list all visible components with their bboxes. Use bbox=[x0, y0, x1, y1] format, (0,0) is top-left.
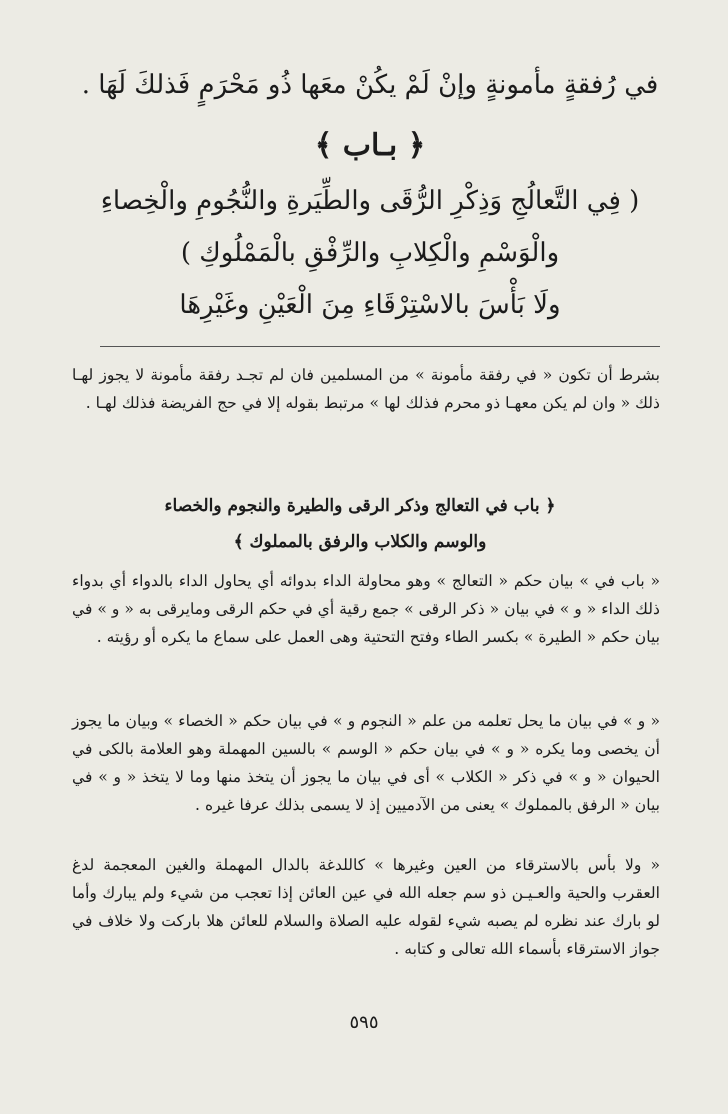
chapter-title: ﴿ بـاب ﴾ bbox=[314, 128, 426, 163]
sub-heading-line-2: والوسم والكلاب والرفق بالمملوك ﴾ bbox=[233, 532, 487, 552]
commentary-block-2 bbox=[72, 568, 660, 652]
main-text-line-1: في رُفقةٍ مأمونةٍ وإنْ لَمْ يكُنْ معَها ذُو مَحْرَمٍ فَذلكَ لَهَا . bbox=[81, 70, 659, 100]
commentary-block-1 bbox=[72, 362, 660, 472]
divider-rule bbox=[100, 346, 660, 347]
commentary-paragraph-3: « و » في بيان ما يحل تعلمه من علم « النجوم و » في بيان حكم « الخصاء » وبيان ما يجوز أن يخصى وما يكره « و » في بيان حكم « الوسم » بالسين المهملة وهو العلامة بالكى في الحيوان « و » في ذكر « الكلاب » أى في بيان ما يجوز أن يتخذ منها وما لا يتخذ « و » في بيان « الرفق بالمملوك » يعنى من الآدميين إذ لا يسمى بذلك عرفا غيره . bbox=[72, 712, 660, 814]
main-text-line-3: ( فِي التَّعالُجِ وَذِكْرِ الرُّقَى والطِّيَرةِ والنُّجُومِ والْخِصاءِ bbox=[100, 186, 640, 216]
main-text-line-4: والْوَسْمِ والْكِلابِ والرِّفْقِ بالْمَمْلُوكِ ) bbox=[180, 238, 560, 268]
commentary-paragraph-4: « ولا بأس بالاسترقاء من العين وغيرها » كاللدغة بالدال المهملة والغين المعجمة لدغ العقرب والحية والعـيـن ذو سم جعله الله في عين العائن إذا تعجب من شيء ولم يبارك وأما لو بارك عند نظره لم يصبه شيء لقوله عليه الصلاة والسلام للعائن هلا باركت ولا خلاف في جواز الاسترقاء بأسماء الله تعالى و كتابه . bbox=[72, 856, 660, 958]
sub-heading-line-1: ﴿ باب في التعالج وذكر الرقى والطيرة والنجوم والخصاء bbox=[164, 496, 556, 516]
commentary-paragraph-2: « باب في » بيان حكم « التعالج » وهو محاولة الداء بدوائه أي يحاول الداء بالدواء أي بدواء ذلك الداء « و » في بيان « ذكر الرقى » جمع رقية أي في حكم الرقى ومايرقى به « و » في بيان حكم « الطيرة » بكسر الطاء وفتح التحتية وهى العمل على سماع ما يكره أو رؤيته . bbox=[72, 572, 660, 646]
sub-heading bbox=[80, 488, 640, 560]
commentary-block-4 bbox=[72, 852, 660, 964]
commentary-paragraph-1: بشرط أن تكون « في رفقة مأمونة » من المسلمين فان لم تجـد رفقة مأمونة لا يجوز لهـا ذلك « وان لم يكن معهـا ذو محرم فذلك لها » مرتبط بقوله إلا في حج الفريضة فذلك لهـا . bbox=[72, 366, 660, 412]
page-number: ٥٩٥ bbox=[349, 1012, 379, 1033]
main-text-line-5: ولَا بَأْسَ بالاسْتِرْقَاءِ مِنَ الْعَيْنِ وغَيْرِهَا bbox=[179, 290, 561, 320]
commentary-block-3 bbox=[72, 708, 660, 820]
